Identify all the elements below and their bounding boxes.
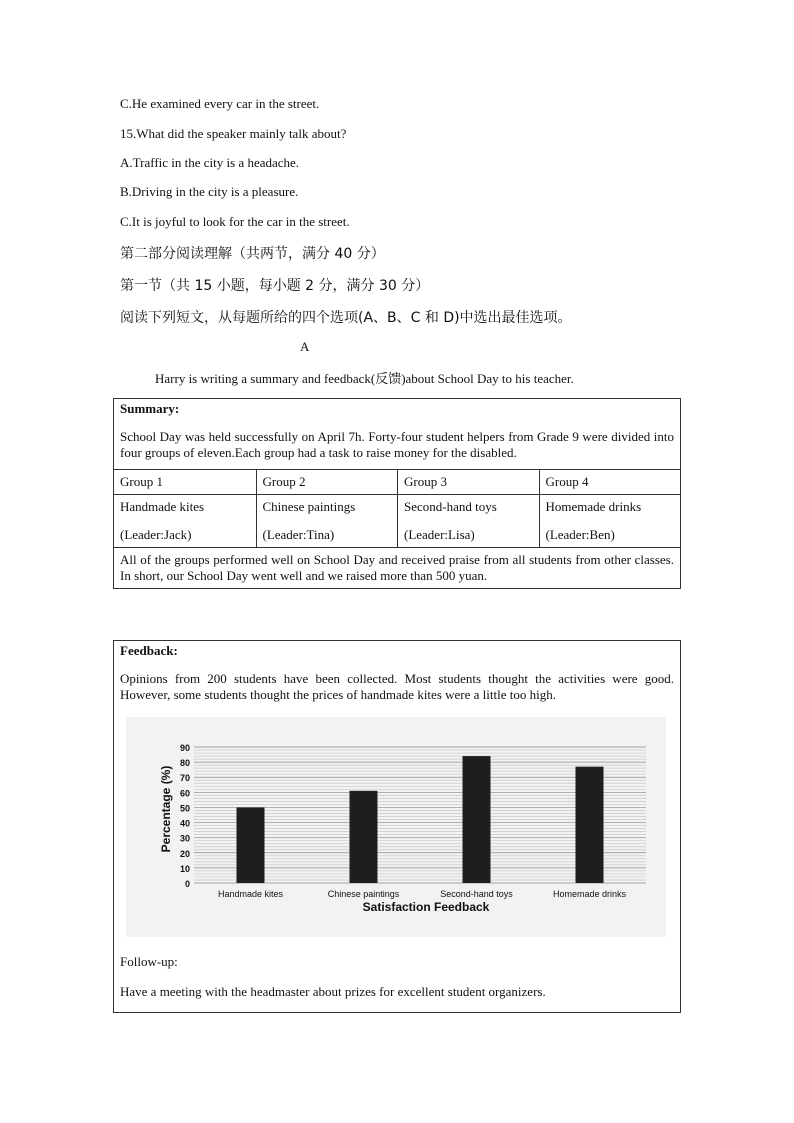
group-4-name: Group 4 bbox=[539, 470, 681, 494]
group-detail-row bbox=[114, 494, 680, 547]
y-tick-label: 10 bbox=[179, 863, 190, 874]
summary-heading: Summary: bbox=[120, 401, 180, 416]
group-2-activity: Chinese paintings bbox=[262, 499, 356, 514]
x-tick-label: Chinese paintings bbox=[327, 889, 400, 899]
x-tick-label: Homemade drinks bbox=[552, 889, 627, 899]
summary-text: School Day was held successfully on April 7h. Forty-four student helpers from Grade 9 were divided into four groups of eleven.Each group had a task to raise money for the disabled. bbox=[120, 429, 674, 460]
summary-conclusion: All of the groups performed well on School Day and received praise from all students from other classes. In short, our School Day went well and we raised more than 500 yuan. bbox=[120, 552, 674, 583]
y-tick-label: 30 bbox=[179, 833, 190, 844]
group-1-activity: Handmade kites bbox=[120, 499, 205, 514]
group-1-name: Group 1 bbox=[120, 474, 163, 489]
y-tick-label: 0 bbox=[184, 879, 190, 889]
instruction: 阅读下列短文，从每题所给的四个选项(A、B、C 和 D)中选出最佳选项。 bbox=[120, 310, 572, 326]
group-2-leader: (Leader:Tina) bbox=[262, 527, 335, 542]
satisfaction-bar-chart bbox=[126, 717, 666, 937]
bar-handmade-kites bbox=[237, 807, 265, 883]
bar-homemade-drinks bbox=[576, 767, 604, 883]
x-tick-label: Second-hand toys bbox=[440, 889, 513, 899]
feedback-heading: Feedback: bbox=[120, 643, 178, 658]
group-2-detail bbox=[256, 495, 398, 547]
group-3-leader: (Leader:Lisa) bbox=[404, 527, 475, 542]
subsection-title: 第一节（共 15 小题，每小题 2 分，满分 30 分） bbox=[120, 278, 430, 294]
y-tick-label: 50 bbox=[179, 803, 190, 814]
passage-letter: A bbox=[300, 339, 310, 354]
feedback-box bbox=[113, 640, 681, 1013]
group-4-detail bbox=[539, 495, 681, 547]
question-15-option-b: B.Driving in the city is a pleasure. bbox=[120, 184, 299, 199]
chart-x-label: Satisfaction Feedback bbox=[362, 900, 490, 914]
y-tick-label: 90 bbox=[179, 743, 190, 753]
x-tick-label: Handmade kites bbox=[217, 889, 284, 899]
group-4-leader: (Leader:Ben) bbox=[545, 527, 615, 542]
followup-text: Have a meeting with the headmaster about prizes for excellent student organizers. bbox=[120, 984, 546, 999]
y-tick-label: 80 bbox=[179, 758, 190, 769]
summary-box bbox=[113, 398, 681, 589]
y-tick-label: 70 bbox=[179, 773, 190, 784]
group-4-activity: Homemade drinks bbox=[545, 499, 642, 514]
group-name-row bbox=[114, 469, 680, 494]
chart-y-label: Percentage (%) bbox=[159, 765, 173, 853]
feedback-text: Opinions from 200 students have been collected. Most students thought the activities were good. However, some students thought the prices of handmade kites were a little too high. bbox=[120, 671, 674, 702]
question-15: 15.What did the speaker mainly talk about? bbox=[120, 126, 347, 141]
question-option-c: C.He examined every car in the street. bbox=[120, 96, 320, 111]
y-tick-label: 40 bbox=[179, 818, 190, 829]
group-3-activity: Second-hand toys bbox=[404, 499, 497, 514]
part-title: 第二部分阅读理解（共两节，满分 40 分） bbox=[120, 246, 385, 262]
question-15-option-a: A.Traffic in the city is a headache. bbox=[120, 155, 300, 170]
y-tick-label: 60 bbox=[179, 788, 190, 799]
group-3-name: Group 3 bbox=[397, 470, 539, 494]
group-3-detail bbox=[397, 495, 539, 547]
bar-second-hand-toys bbox=[463, 756, 491, 883]
passage-intro: Harry is writing a summary and feedback(反馈)about School Day to his teacher. bbox=[155, 371, 574, 386]
followup-label: Follow-up: bbox=[120, 954, 178, 969]
question-15-option-c: C.It is joyful to look for the car in the street. bbox=[120, 214, 350, 229]
y-tick-label: 20 bbox=[179, 848, 190, 859]
group-1-detail bbox=[114, 495, 256, 547]
group-2-name: Group 2 bbox=[256, 470, 398, 494]
bar-chinese-paintings bbox=[350, 791, 378, 883]
group-1-leader: (Leader:Jack) bbox=[120, 527, 192, 542]
